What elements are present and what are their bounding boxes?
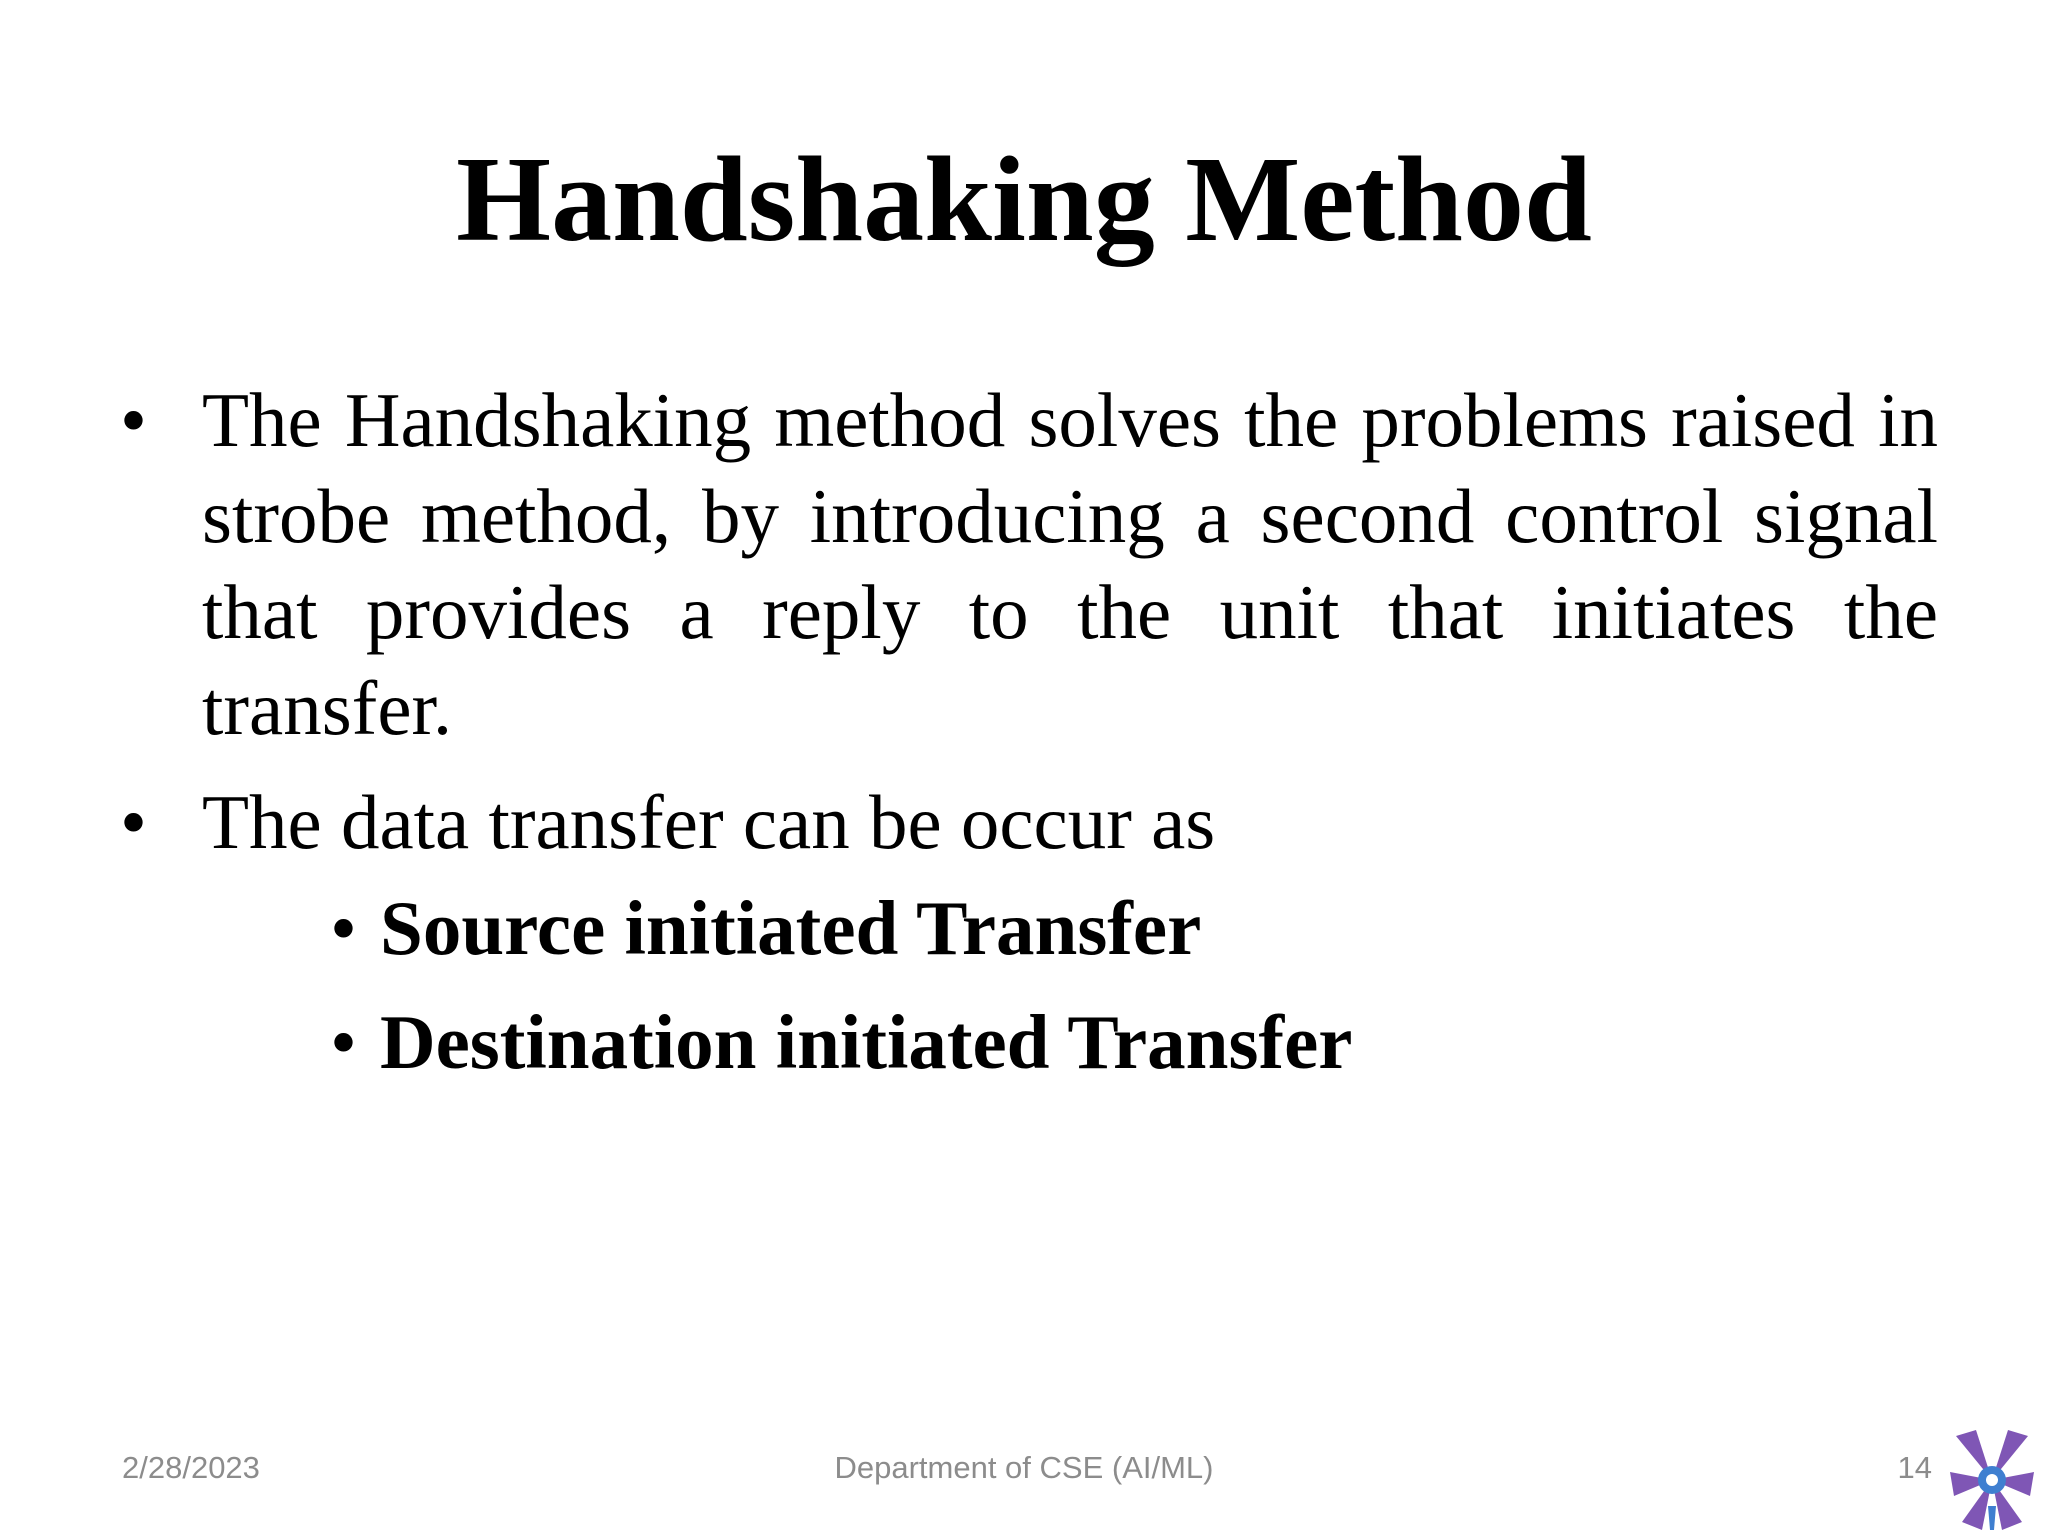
bullet-text: The Handshaking method solves the problems raised in strobe method, by introducing a second control signal that provides a reply to the unit that initiates the transfer. xyxy=(202,377,1938,751)
bullet-item xyxy=(120,774,1938,870)
footer-page-number: 14 xyxy=(1897,1450,1932,1485)
sub-bullet-item xyxy=(330,994,1938,1090)
footer-date: 2/28/2023 xyxy=(122,1450,260,1485)
bullet-marker: • xyxy=(120,779,147,865)
sub-bullet-item xyxy=(330,880,1938,976)
bullet-text: The data transfer can be occur as xyxy=(202,779,1216,865)
bullet-item xyxy=(120,372,1938,756)
footer-department: Department of CSE (AI/ML) xyxy=(834,1450,1214,1485)
slide-content xyxy=(120,372,1938,1090)
sub-bullet-marker: • xyxy=(330,885,357,971)
bullet-marker: • xyxy=(120,377,147,463)
slide-title: Handshaking Method xyxy=(456,132,1592,267)
sub-bullet-list xyxy=(330,880,1938,1090)
institution-logo-icon xyxy=(1948,1426,2036,1534)
sub-bullet-text: Source initiated Transfer xyxy=(380,885,1202,971)
sub-bullet-text: Destination initiated Transfer xyxy=(380,999,1353,1085)
sub-bullet-marker: • xyxy=(330,999,357,1085)
